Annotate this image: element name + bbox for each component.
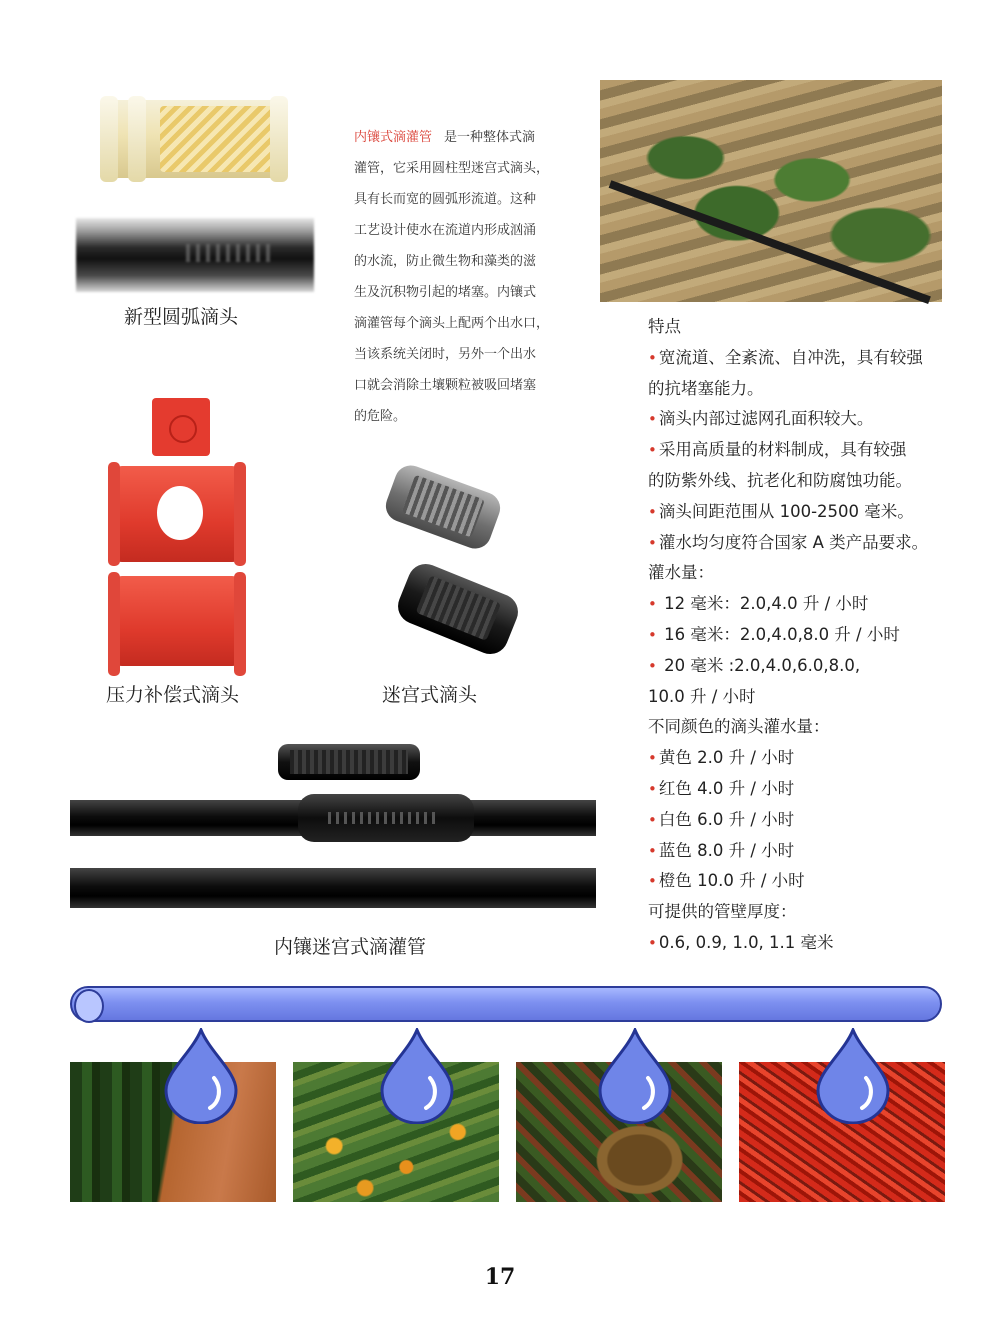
arc-emitter-caption: 新型圆弧滴头 bbox=[124, 306, 239, 328]
color-item: • 橙色 10.0 升 / 小时 bbox=[648, 871, 805, 891]
arc-emitter-tube-photo bbox=[76, 218, 314, 292]
intro-line: 当该系统关闭时，另外一个出水 bbox=[354, 347, 537, 362]
feature-item-cont: 的防紫外线、抗老化和防腐蚀功能。 bbox=[648, 470, 912, 490]
bullet-icon: • bbox=[648, 410, 657, 429]
intro-line: 具有长而宽的圆弧形流道。这种 bbox=[354, 192, 537, 207]
bullet-icon: • bbox=[648, 749, 657, 768]
pressure-emitter-photo-top bbox=[112, 466, 242, 562]
feature-item: • 采用高质量的材料制成，具有较强 bbox=[648, 440, 907, 460]
drip-pipe-with-emitter-photo bbox=[70, 800, 596, 836]
bullet-icon: • bbox=[648, 441, 657, 460]
inline-emitter-photo bbox=[278, 744, 420, 780]
bullet-icon: • bbox=[648, 841, 657, 860]
field-drip-irrigation-photo bbox=[600, 80, 942, 302]
bullet-icon: • bbox=[648, 625, 657, 644]
blue-pipe-graphic bbox=[70, 986, 942, 1022]
color-item: • 红色 4.0 升 / 小时 bbox=[648, 778, 795, 798]
maze-emitter-black-photo bbox=[393, 559, 524, 660]
water-drop-icon bbox=[814, 1028, 892, 1124]
feature-item: • 滴头间距范围从 100-2500 毫米。 bbox=[648, 501, 914, 521]
arc-emitter-photo bbox=[100, 100, 288, 178]
bullet-icon: • bbox=[648, 533, 657, 552]
bullet-icon: • bbox=[648, 595, 657, 614]
intro-line: 口就会消除土壤颗粒被吸回堵塞 bbox=[354, 378, 537, 393]
page-number: 17 bbox=[484, 1264, 516, 1290]
intro-line: 的危险。 bbox=[354, 409, 407, 424]
pressure-emitter-caption: 压力补偿式滴头 bbox=[106, 684, 240, 706]
bullet-icon: • bbox=[648, 656, 657, 675]
color-item: • 白色 6.0 升 / 小时 bbox=[648, 809, 795, 829]
flow-item: • 16 毫米：2.0,4.0,8.0 升 / 小时 bbox=[648, 624, 900, 644]
bullet-icon: • bbox=[648, 810, 657, 829]
intro-line: 生及沉积物引起的堵塞。内镶式 bbox=[354, 285, 537, 300]
color-item: • 黄色 2.0 升 / 小时 bbox=[648, 748, 795, 768]
flow-heading: 灌水量： bbox=[648, 563, 714, 583]
bullet-icon: • bbox=[648, 933, 657, 952]
water-drop-icon bbox=[162, 1028, 240, 1124]
feature-item: • 滴头内部过滤网孔面积较大。 bbox=[648, 409, 874, 429]
color-heading: 不同颜色的滴头灌水量： bbox=[648, 717, 830, 737]
feature-item: • 灌水均匀度符合国家 A 类产品要求。 bbox=[648, 532, 929, 552]
wall-item: • 0.6, 0.9, 1.0, 1.1 毫米 bbox=[648, 932, 834, 952]
intro-line: 的水流，防止微生物和藻类的滋 bbox=[354, 254, 537, 269]
water-drop-icon bbox=[378, 1028, 456, 1124]
intro-line: 工艺设计使水在流道内形成汹涌 bbox=[354, 223, 537, 238]
flow-item: • 20 毫米 :2.0,4.0,6.0,8.0, bbox=[648, 655, 861, 675]
features-heading: 特点 bbox=[648, 317, 681, 336]
intro-line: 灌管，它采用圆柱型迷宫式滴头， bbox=[354, 161, 550, 176]
bullet-icon: • bbox=[648, 872, 657, 891]
bullet-icon: • bbox=[648, 779, 657, 798]
feature-item: • 宽流道、全紊流、自冲洗，具有较强 bbox=[648, 347, 923, 367]
wall-heading: 可提供的管壁厚度： bbox=[648, 902, 797, 922]
intro-paragraph bbox=[354, 122, 568, 432]
feature-item-cont: 的抗堵塞能力。 bbox=[648, 378, 764, 398]
flow-item: • 12 毫米：2.0,4.0 升 / 小时 bbox=[648, 594, 869, 614]
features-list bbox=[648, 312, 958, 959]
bullet-icon: • bbox=[648, 348, 657, 367]
inline-pipe-caption: 内镶迷宫式滴灌管 bbox=[274, 936, 427, 958]
drip-pipe-photo bbox=[70, 868, 596, 908]
intro-highlight: 内镶式滴灌管 bbox=[354, 130, 433, 145]
intro-line: 内镶式滴灌管 是一种整体式滴 bbox=[354, 130, 536, 145]
flow-item-cont: 10.0 升 / 小时 bbox=[648, 686, 756, 706]
pressure-emitter-photo-bottom bbox=[112, 576, 242, 666]
maze-emitter-caption: 迷宫式滴头 bbox=[382, 684, 478, 706]
pressure-emitter-cap-photo bbox=[152, 398, 210, 456]
color-item: • 蓝色 8.0 升 / 小时 bbox=[648, 840, 795, 860]
maze-emitter-grey-photo bbox=[381, 461, 504, 553]
bullet-icon: • bbox=[648, 502, 657, 521]
intro-line: 滴灌管每个滴头上配两个出水口， bbox=[354, 316, 550, 331]
water-drop-icon bbox=[596, 1028, 674, 1124]
